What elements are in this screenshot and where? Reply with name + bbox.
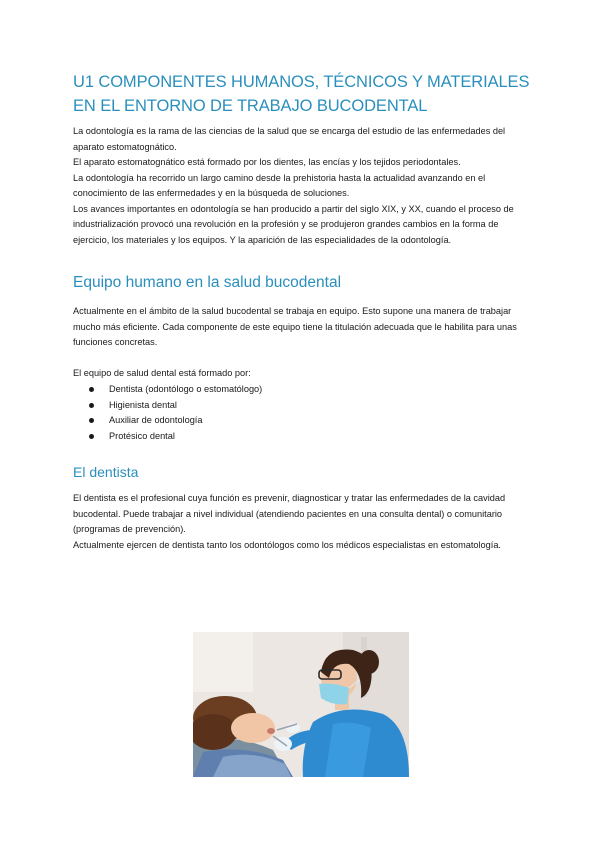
list-item-text: Higienista dental	[109, 399, 177, 410]
list-item-text: Protésico dental	[109, 430, 175, 441]
dentist-photo	[193, 632, 409, 777]
bullet-icon	[89, 418, 94, 423]
dentista-paragraph-1: El dentista es el profesional cuya función es prevenir, diagnosticar y tratar las enfermedades de la cavidad bucodental. Puede trabajar a nivel individual (atendiendo pacientes en una consulta dental) o comunitario (programas de prevención).	[73, 493, 506, 534]
dentist-illustration	[193, 632, 409, 777]
intro-paragraph-3: La odontología ha recorrido un largo camino desde la prehistoria hasta la actualidad avanzando en el conocimiento de las enfermedades y en la búsqueda de soluciones.	[73, 172, 486, 198]
dentista-paragraph-2: Actualmente ejercen de dentista tanto los odontólogos como los médicos especialistas en estomatología.	[73, 539, 501, 550]
bullet-icon	[89, 434, 94, 439]
list-item-text: Dentista (odontólogo o estomatólogo)	[109, 384, 263, 394]
list-item-text: Auxiliar de odontología	[109, 415, 203, 425]
list-item	[73, 429, 533, 445]
bullet-icon	[89, 403, 94, 408]
equipo-paragraph: Actualmente en el ámbito de la salud bucodental se trabaja en equipo. Esto supone una manera de trabajar mucho más eficiente. Cada componente de este equipo tiene la titulación adecuada que le habilita para unas funciones concretas.	[73, 306, 517, 347]
intro-paragraph-4: Los avances importantes en odontología se han producido a partir del siglo XIX, y XX, cuando el proceso de industrialización provocó una revolución en la profesión y se produjeron grandes cambios en la forma de ejercicio, los materiales y los equipos. Y la aparición de las especialidades de la odontología.	[73, 203, 514, 245]
section-heading-dentista: El dentista	[73, 464, 139, 480]
list-item	[73, 413, 533, 429]
spacer	[73, 351, 533, 366]
intro-paragraph-1: La odontología es la rama de las ciencias de la salud que se encarga del estudio de las enfermedades del aparato estomatognático.	[73, 126, 506, 152]
team-list	[73, 382, 533, 444]
document-page	[73, 70, 533, 553]
intro-paragraph-2: El aparato estomatognático está formado por los dientes, las encías y los tejidos periodontales.	[73, 157, 461, 167]
main-title: U1 COMPONENTES HUMANOS, TÉCNICOS Y MATERIALES EN EL ENTORNO DE TRABAJO BUCODENTAL	[73, 73, 530, 115]
bullet-icon	[89, 387, 94, 392]
list-item	[73, 398, 533, 414]
list-item	[73, 382, 533, 398]
section-heading-equipo: Equipo humano en la salud bucodental	[73, 274, 342, 291]
equipo-list-intro: El equipo de salud dental está formado por:	[73, 367, 251, 378]
